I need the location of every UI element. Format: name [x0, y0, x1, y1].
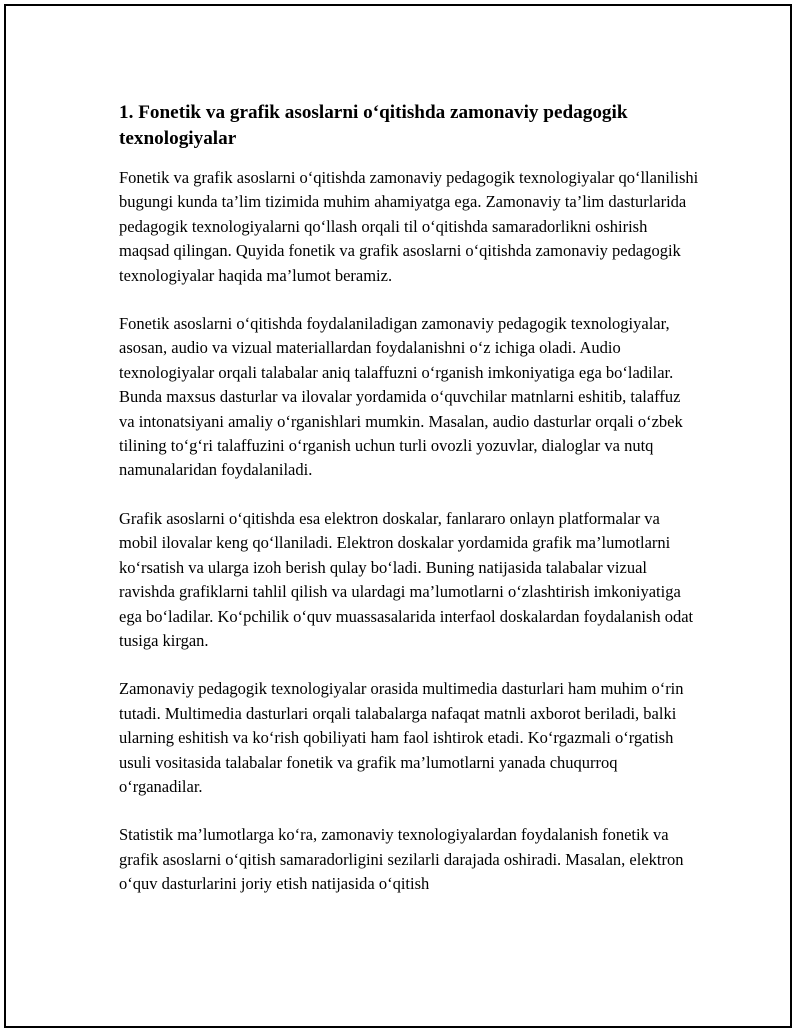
- paragraph-phonetic: Fonetik asoslarni o‘qitishda foydalaniladigan zamonaviy pedagogik texnologiyalar, asosan, audio va vizual materiallardan foydalanishni o‘z ichiga oladi. Audio texnologiyalar orqali talabalar aniq talaffuzni o‘rganish imkoniyatiga ega bo‘ladilar. Bunda maxsus dasturlar va ilovalar yordamida o‘quvchilar matnlarni eshitib, talaffuz va intonatsiyani amaliy o‘rganishlari mumkin. Masalan, audio dasturlar orqali o‘zbek tilining to‘g‘ri talaffuzini o‘rganish uchun turli ovozli yozuvlar, dialoglar va nutq namunalaridan foydalaniladi.: [119, 314, 683, 480]
- section-heading: 1. Fonetik va grafik asoslarni o‘qitishda zamonaviy pedagogik texnologiyalar: [119, 102, 628, 149]
- document-body: [119, 100, 699, 921]
- paragraph-multimedia: Zamonaviy pedagogik texnologiyalar orasida multimedia dasturlari ham muhim o‘rin tutadi. Multimedia dasturlari orqali talabalarga nafaqat matnli axborot beriladi, balki ularning eshitish va ko‘rish qobiliyati ham faol ishtirok etadi. Ko‘rgazmali o‘rgatish usuli vositasida talabalar fonetik va grafik ma’lumotlarni yanada chuqurroq o‘rganadilar.: [119, 679, 684, 796]
- paragraph-graphic: Grafik asoslarni o‘qitishda esa elektron doskalar, fanlararo onlayn platformalar va mobil ilovalar keng qo‘llaniladi. Elektron doskalar yordamida grafik ma’lumotlarni ko‘rsatish va ularga izoh berish qulay bo‘ladi. Buning natijasida talabalar vizual ravishda grafiklarni tahlil qilish va ulardagi ma’lumotlarni o‘zlashtirish imkoniyatiga ega bo‘ladilar. Ko‘pchilik o‘quv muassasalarida interfaol doskalardan foydalanish odat tusiga kirgan.: [119, 508, 694, 650]
- paragraph-statistics: Statistik ma’lumotlarga ko‘ra, zamonaviy texnologiyalardan foydalanish fonetik va grafik asoslarni o‘qitish samaradorligini sezilarli darajada oshiradi. Masalan, elektron o‘quv dasturlarini joriy etish natijasida o‘qitish: [119, 825, 684, 894]
- paragraph-intro: Fonetik va grafik asoslarni o‘qitishda zamonaviy pedagogik texnologiyalar qo‘llanilishi bugungi kunda ta’lim tizimida muhim ahamiyatga ega. Zamonaviy ta’lim dasturlarida pedagogik texnologiyalarni qo‘llash orqali til o‘qitishda samaradorlikni oshirish maqsad qilingan. Quyida fonetik va grafik asoslarni o‘qitishda zamonaviy pedagogik texnologiyalar haqida ma’lumot beramiz.: [119, 168, 699, 285]
- document-page: [4, 4, 792, 1028]
